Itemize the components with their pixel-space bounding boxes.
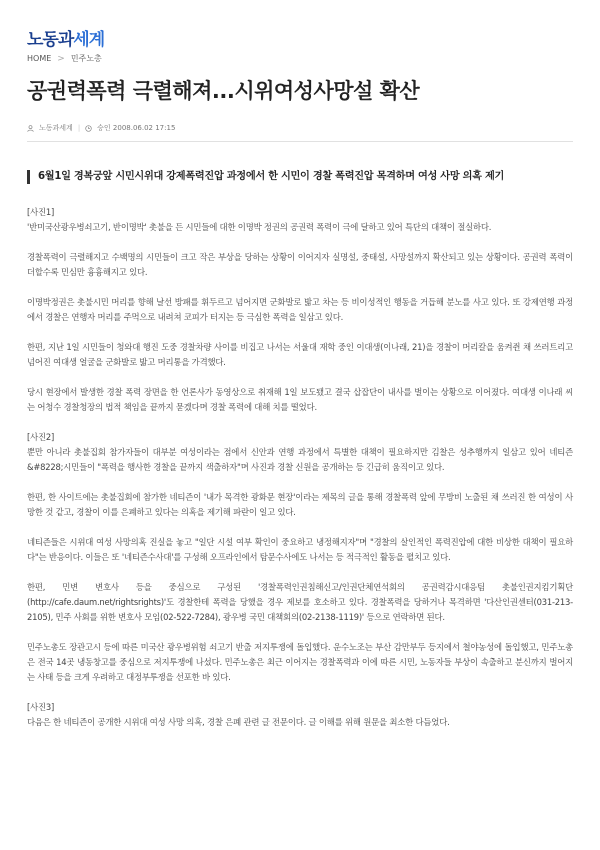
article-author[interactable]: 노동과세계 <box>39 124 73 132</box>
body-paragraph: 당시 현장에서 발생한 경찰 폭력 장면을 한 언론사가 동영상으로 취재해 1일 보도됐고 결국 삽잡단이 내사를 벌이는 상황으로 이어졌다. 여대생 이나래 씨는 어청수 경찰청장의 법적 책임을 끝까지 묻겠다며 경찰 폭력에 대해 치를 떨었다. <box>27 387 573 412</box>
body-paragraph: 네티즌들은 시위대 여성 사망의혹 진실을 놓고 "일단 시설 여부 확인이 중요하고 냉정해지자"며 "경찰의 살인적인 폭력진압에 대한 비상한 대책이 필요하다"는 반응이다. 이들은 또 '네티즌수사대'를 구성해 오프라인에서 탐문수사에도 나서는 등 적극적인 활동을 펼치고 있다. <box>27 537 573 562</box>
body-paragraph: 경찰폭력이 극렬해지고 수백명의 시민들이 크고 작은 부상을 당하는 상황이 이어지자 실명설, 중태설, 사망설까지 확산되고 있는 상황이다. 공권력 폭력이 더할수록 민심만 흉흉해지고 있다. <box>27 252 573 277</box>
logo-text-b: 세계 <box>73 30 105 50</box>
article-subtitle: 6월1일 경복궁앞 시민시위대 강제폭력진압 과정에서 한 시민이 경찰 폭력진압 목격하며 여성 사망 의혹 제기 <box>27 170 573 184</box>
body-paragraph: 한편, 민변 변호사 등을 중심으로 구성된 '경찰폭력인권침해신고/인권단체연석회의 공권력감시대응팀 촛불인권지킴기획단(http://cafe.daum.net/rightsrights)'도 경찰한테 폭력을 당했을 경우 제보를 호소하고 있다. 경찰폭력을 당하거나 목격하면 '다산인권센터(031-213-2105), 민주 사회를 위한 변호사 모임(02-522-7284), 광우병 국민 대책회의(02-2138-1119)' 등으로 연락하면 된다. <box>27 582 573 622</box>
body-paragraph: 한편, 지난 1일 시민들이 청와대 행진 도중 경찰차량 사이를 비집고 나서는 서울대 재학 중인 이대생(이나래, 21)을 경찰이 머리칼을 움켜쥔 채 쓰러트리고 넘어진 여대생 얼굴을 군화발로 밟고 머리통을 가격했다. <box>27 342 573 367</box>
body-paragraph: 한편, 한 사이트에는 촛불집회에 참가한 네티즌이 '내가 목격한 광화문 현장'이라는 제목의 글을 통해 경찰폭력 앞에 무방비 노출된 채 쓰러진 한 여성이 사망한 것 같고, 경찰이 이를 은폐하고 있다는 의혹을 제기해 파란이 일고 있다. <box>27 492 573 517</box>
person-icon <box>27 125 34 132</box>
paragraph-gap <box>27 625 573 640</box>
divider <box>27 141 573 142</box>
photo-caption-tag: [사진1] <box>27 207 55 217</box>
article-body <box>27 205 573 730</box>
paragraph-gap <box>27 370 573 385</box>
photo-caption-tag: [사진2] <box>27 432 55 442</box>
paragraph-gap <box>27 475 573 490</box>
photo-caption-tag: [사진3] <box>27 702 55 712</box>
body-paragraph: '반미국산광우병쇠고기, 반이명박' 촛불을 든 시민들에 대한 이명박 정권의 공권력 폭력이 극에 달하고 있어 특단의 대책이 절실하다. <box>27 222 492 232</box>
paragraph-gap <box>27 520 573 535</box>
meta-divider: | <box>77 124 81 132</box>
paragraph-gap <box>27 415 573 430</box>
body-paragraph: 민주노총도 장관고시 등에 따른 미국산 광우병위험 쇠고기 반출 저지투쟁에 돌입했다. 운수노조는 부산 감만부두 등지에서 철야농성에 돌입했고, 민주노총은 전국 14곳 냉동창고를 중심으로 저지투쟁에 나섰다. 민주노총은 최근 이어지는 경찰폭력과 이에 따른 시민, 노동자들 부상이 속출하고 분신까지 벌어지는 사태 등을 크게 우려하고 대정부투쟁을 선포한 바 있다. <box>27 642 573 682</box>
article-meta <box>27 123 175 133</box>
breadcrumb-home[interactable]: HOME <box>27 54 52 63</box>
article-date: 승인 2008.06.02 17:15 <box>97 124 176 132</box>
site-logo[interactable] <box>27 30 104 50</box>
logo-text-a: 노동과 <box>27 30 74 50</box>
paragraph-gap <box>27 565 573 580</box>
paragraph-gap <box>27 280 573 295</box>
page-title: 공권력폭력 극렬해져...시위여성사망설 확산 <box>27 79 420 103</box>
chevron-right-icon: > <box>57 53 65 64</box>
clock-icon <box>85 125 92 132</box>
paragraph-gap <box>27 685 573 700</box>
body-paragraph: 다음은 한 네티즌이 공개한 시위대 여성 사망 의혹, 경찰 은폐 관련 글 전문이다. 글 이해를 위해 원문을 최소한 다듬었다. <box>27 717 450 727</box>
breadcrumb <box>27 53 102 64</box>
breadcrumb-section[interactable]: 민주노총 <box>70 54 102 63</box>
paragraph-gap <box>27 235 573 250</box>
body-paragraph: 이명박정권은 촛불시민 머리를 향해 날선 방패를 휘두르고 넘어지면 군화발로 밟고 차는 등 비이성적인 행동을 거듭해 분노를 사고 있다. 또 강제연행 과정에서 경찰은 연행자 머리를 주먹으로 내려쳐 코피가 터지는 등 극심한 폭력을 일삼고 있다. <box>27 297 573 322</box>
body-paragraph: 뿐만 아니라 촛불집회 참가자들이 대부분 여성이라는 점에서 신안과 연행 과정에서 특별한 대책이 필요하지만 김찰은 성추행까지 일삼고 있어 네티즌&#8228;시민들이 "폭력을 행사한 경찰을 끝까지 색출하자"며 사진과 경찰 신원을 공개하는 등 긴급히 움직이고 있다. <box>27 447 573 472</box>
paragraph-gap <box>27 325 573 340</box>
